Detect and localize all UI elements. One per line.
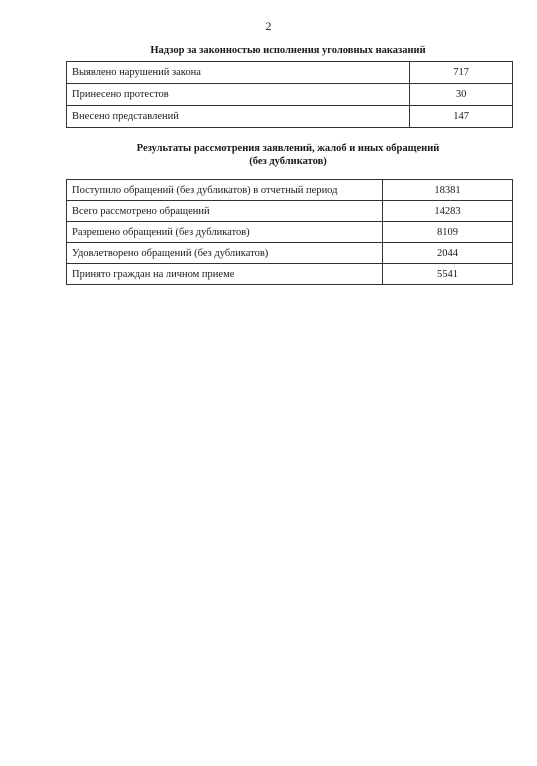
table-row [67,264,513,285]
row-label: Принято граждан на личном приеме [67,264,383,285]
row-value: 2044 [382,243,512,264]
section-title-line-2: (без дубликатов) [249,156,327,167]
row-label: Удовлетворено обращений (без дубликатов) [67,243,383,264]
row-value: 147 [410,106,513,128]
table-row [67,201,513,222]
page-number: 2 [265,19,272,33]
table-row [67,180,513,201]
row-value: 717 [410,62,513,84]
row-value: 5541 [382,264,512,285]
row-value: 14283 [382,201,512,222]
row-label: Поступило обращений (без дубликатов) в отчетный период [67,180,383,201]
table-row [67,243,513,264]
section-title-appeals-results [60,142,516,168]
table-row [67,62,513,84]
section-title-sentence-enforcement: Надзор за законностью исполнения уголовных наказаний [150,45,426,56]
section-title-line-1: Результаты рассмотрения заявлений, жалоб и иных обращений [136,143,440,154]
row-value: 30 [410,84,513,106]
enforcement-supervision-table [66,61,513,128]
row-label: Внесено представлений [67,106,410,128]
row-label: Принесено протестов [67,84,410,106]
table-row [67,84,513,106]
row-value: 18381 [382,180,512,201]
appeals-results-table [66,179,513,285]
table-row [67,222,513,243]
row-value: 8109 [382,222,512,243]
row-label: Всего рассмотрено обращений [67,201,383,222]
row-label: Выявлено нарушений закона [67,62,410,84]
table-row [67,106,513,128]
row-label: Разрешено обращений (без дубликатов) [67,222,383,243]
